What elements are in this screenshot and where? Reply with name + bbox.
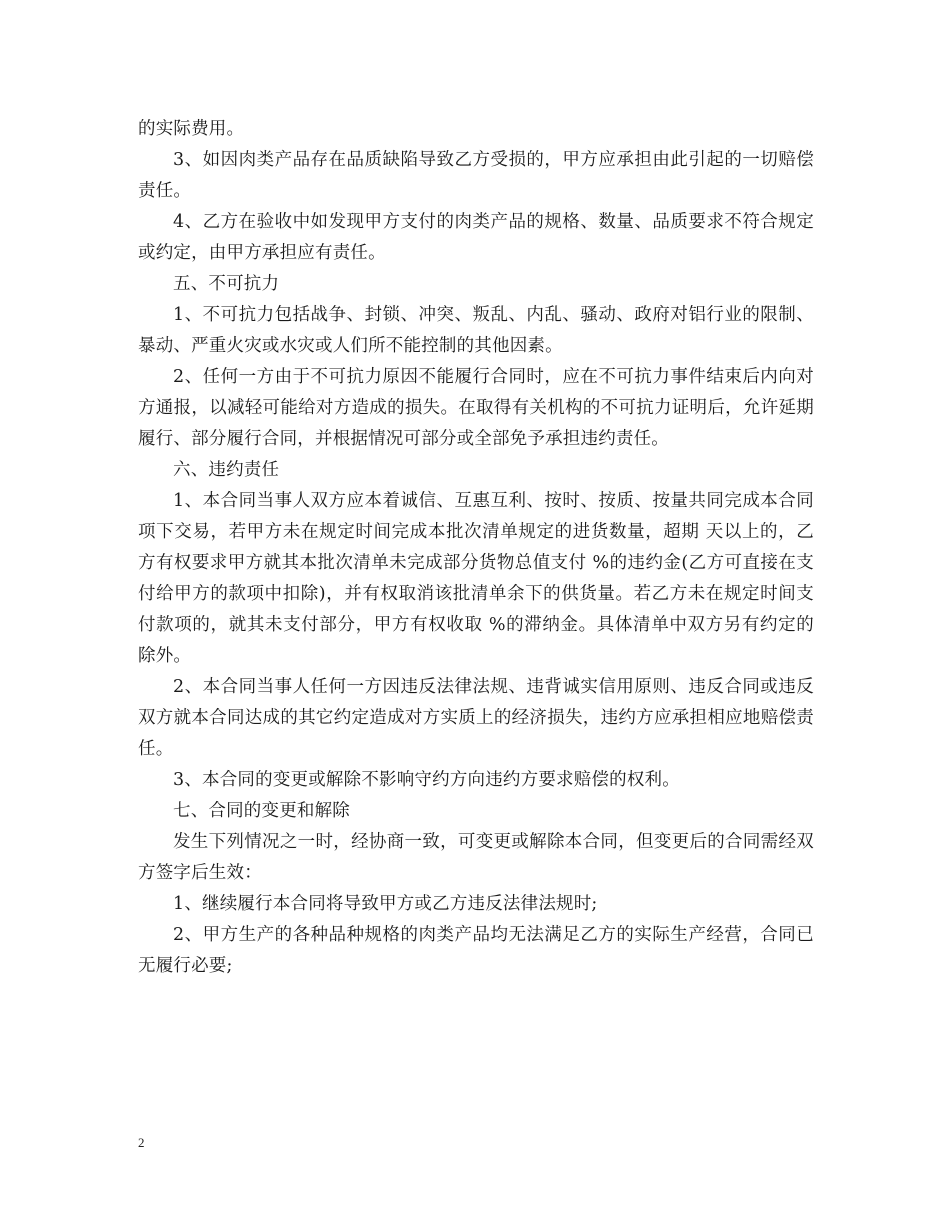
paragraph: 3、如因肉类产品存在品质缺陷导致乙方受损的，甲方应承担由此引起的一切赔偿责任。 (138, 150, 814, 201)
paragraph: 发生下列情况之一时，经协商一致，可变更或解除本合同，但变更后的合同需经双方签字后生效： (138, 832, 814, 883)
paragraph: 1、本合同当事人双方应本着诚信、互惠互利、按时、按质、按量共同完成本合同项下交易，若甲方未在规定时间完成本批次清单规定的进货数量，超期 天以上的，乙方有权要求甲方就其本批次清单未完成部分货物总值支付 %的违约金(乙方可直接在支付给甲方的款项中扣除)，并有权取消该批清单余下的供货量。若乙方未在规定时间支付款项的，就其未支付部分，甲方有权收取 %的滞纳金。具体清单中双方另有约定的除外。 (138, 491, 814, 666)
paragraph: 2、本合同当事人任何一方因违反法律法规、违背诚实信用原则、违反合同或违反双方就本合同达成的其它约定造成对方实质上的经济损失，违约方应承担相应地赔偿责任。 (138, 677, 814, 759)
section-heading: 六、违约责任 (173, 460, 280, 480)
page-number: 2 (138, 1135, 145, 1150)
paragraph: 1、不可抗力包括战争、封锁、冲突、叛乱、内乱、骚动、政府对铝行业的限制、暴动、严重火灾或水灾或人们所不能控制的其他因素。 (138, 305, 814, 356)
document-body (138, 114, 814, 982)
paragraph: 的实际费用。 (138, 119, 245, 139)
section-heading: 七、合同的变更和解除 (173, 801, 350, 821)
paragraph: 2、甲方生产的各种品种规格的肉类产品均无法满足乙方的实际生产经营，合同已无履行必要; (138, 925, 814, 976)
section-heading: 五、不可抗力 (173, 274, 280, 294)
paragraph: 4、乙方在验收中如发现甲方支付的肉类产品的规格、数量、品质要求不符合规定或约定，由甲方承担应有责任。 (138, 212, 814, 263)
paragraph: 1、继续履行本合同将导致甲方或乙方违反法律法规时; (173, 894, 598, 914)
paragraph: 3、本合同的变更或解除不影响守约方向违约方要求赔偿的权利。 (173, 770, 680, 790)
paragraph: 2、任何一方由于不可抗力原因不能履行合同时，应在不可抗力事件结束后内向对方通报，以减轻可能给对方造成的损失。在取得有关机构的不可抗力证明后，允许延期履行、部分履行合同，并根据情况可部分或全部免予承担违约责任。 (138, 367, 814, 449)
